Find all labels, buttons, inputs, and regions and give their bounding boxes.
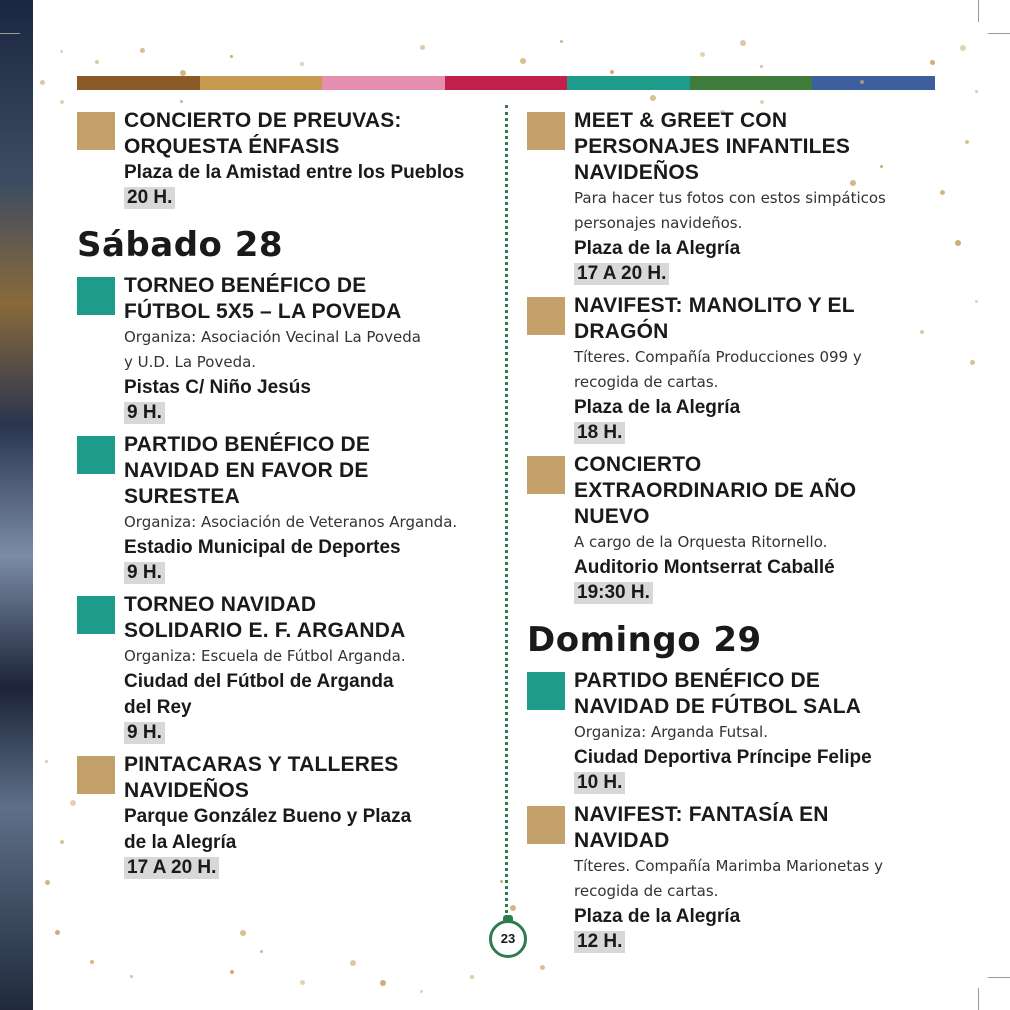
event-item <box>527 802 947 959</box>
confetti-dot <box>520 58 526 64</box>
event-time: 10 H. <box>574 772 625 794</box>
event-time: 9 H. <box>124 402 165 424</box>
event-time-row <box>124 856 489 885</box>
gold-square-marker <box>527 112 565 150</box>
event-venue-line: del Rey <box>124 697 192 718</box>
confetti-dot <box>965 140 969 144</box>
event-title-line: FÚTBOL 5X5 – LA POVEDA <box>124 300 402 323</box>
confetti-dot <box>60 100 64 104</box>
crop-mark-top-right <box>988 33 1010 34</box>
confetti-dot <box>40 80 45 85</box>
color-bar-segment <box>200 76 323 90</box>
event-item <box>527 452 947 610</box>
event-item <box>527 293 947 450</box>
event-title-line: PARTIDO BENÉFICO DE <box>124 433 371 456</box>
confetti-dot <box>60 840 64 844</box>
event-title-line: TORNEO BENÉFICO DE <box>124 274 367 297</box>
event-time: 12 H. <box>574 931 625 953</box>
confetti-dot <box>140 48 145 53</box>
confetti-dot <box>45 760 48 763</box>
event-venue: Estadio Municipal de Deportes <box>124 537 401 558</box>
event-item <box>77 752 489 885</box>
event-time: 9 H. <box>124 722 165 744</box>
confetti-dot <box>300 62 304 66</box>
event-title-line: SURESTEA <box>124 485 240 508</box>
confetti-dot <box>95 60 99 64</box>
teal-square-marker <box>527 672 565 710</box>
event-item <box>77 273 489 430</box>
event-time-row <box>574 930 947 959</box>
confetti-dot <box>55 930 60 935</box>
event-time-row <box>574 771 947 800</box>
event-item <box>77 592 489 750</box>
confetti-dot <box>540 965 545 970</box>
event-title-line: NUEVO <box>574 505 650 528</box>
confetti-dot <box>700 52 705 57</box>
confetti-dot <box>60 50 63 53</box>
gold-square-marker <box>527 456 565 494</box>
confetti-dot <box>960 45 966 51</box>
event-item <box>77 108 489 215</box>
confetti-dot <box>930 60 935 65</box>
confetti-dot <box>760 100 764 104</box>
confetti-dot <box>45 880 50 885</box>
event-description-line: Para hacer tus fotos con estos simpáticos <box>574 189 886 207</box>
confetti-dot <box>650 95 656 101</box>
event-time-row <box>124 401 489 430</box>
confetti-dot <box>955 240 961 246</box>
left-column <box>77 108 489 887</box>
day-heading: Domingo 29 <box>527 620 762 660</box>
confetti-dot <box>180 100 183 103</box>
confetti-dot <box>130 975 133 978</box>
event-title-line: NAVIDAD DE FÚTBOL SALA <box>574 695 862 718</box>
day-heading: Sábado 28 <box>77 225 284 265</box>
confetti-dot <box>260 950 263 953</box>
color-bar-segment <box>567 76 690 90</box>
event-item <box>527 668 947 800</box>
teal-square-marker <box>77 436 115 474</box>
event-title-line: NAVIFEST: MANOLITO Y EL <box>574 294 855 317</box>
event-time: 17 A 20 H. <box>124 857 219 879</box>
event-time-row <box>124 721 489 750</box>
event-title-line: NAVIFEST: FANTASÍA EN <box>574 803 829 826</box>
confetti-dot <box>610 70 614 74</box>
confetti-dot <box>420 990 423 993</box>
confetti-dot <box>860 80 864 84</box>
event-item <box>77 432 489 590</box>
event-title-line: PERSONAJES INFANTILES <box>574 135 851 158</box>
confetti-dot <box>180 70 186 76</box>
event-title-line: PINTACARAS Y TALLERES <box>124 753 399 776</box>
confetti-dot <box>230 970 234 974</box>
event-venue: Plaza de la Alegría <box>574 906 741 927</box>
event-venue: Plaza de la Amistad entre los Pueblos <box>124 162 465 183</box>
edge-photo-strip <box>0 0 33 1010</box>
color-bar <box>77 76 935 90</box>
event-title-line: SOLIDARIO E. F. ARGANDA <box>124 619 406 642</box>
event-title-line: DRAGÓN <box>574 320 669 343</box>
confetti-dot <box>230 55 233 58</box>
event-title-line: NAVIDEÑOS <box>574 161 700 184</box>
gold-square-marker <box>77 756 115 794</box>
event-time-row <box>124 561 489 590</box>
event-time: 20 H. <box>124 187 175 209</box>
color-bar-segment <box>445 76 568 90</box>
color-bar-segment <box>77 76 200 90</box>
confetti-dot <box>90 960 94 964</box>
event-title-line: TORNEO NAVIDAD <box>124 593 317 616</box>
event-description-line: Títeres. Compañía Marimba Marionetas y <box>574 857 883 875</box>
confetti-dot <box>470 975 474 979</box>
event-venue: Plaza de la Alegría <box>574 397 741 418</box>
event-description-line: Organiza: Asociación Vecinal La Poveda <box>124 328 421 346</box>
event-description-line: Organiza: Arganda Futsal. <box>574 723 768 741</box>
crop-mark-top-right-v <box>978 0 979 22</box>
event-venue-line: de la Alegría <box>124 832 237 853</box>
teal-square-marker <box>77 596 115 634</box>
gold-square-marker <box>527 806 565 844</box>
color-bar-segment <box>690 76 813 90</box>
event-title-line: NAVIDAD <box>574 829 670 852</box>
event-venue: Ciudad Deportiva Príncipe Felipe <box>574 747 872 768</box>
event-venue-line: Parque González Bueno y Plaza <box>124 806 412 827</box>
event-title-line: PARTIDO BENÉFICO DE <box>574 669 821 692</box>
event-title-line: ORQUESTA ÉNFASIS <box>124 135 340 158</box>
event-description-line: Organiza: Escuela de Fútbol Arganda. <box>124 647 406 665</box>
event-title-line: CONCIERTO DE PREUVAS: <box>124 109 402 132</box>
confetti-dot <box>760 65 763 68</box>
event-venue: Plaza de la Alegría <box>574 238 741 259</box>
confetti-dot <box>970 360 975 365</box>
gold-square-marker <box>527 297 565 335</box>
event-title-line: CONCIERTO <box>574 453 702 476</box>
event-venue: Pistas C/ Niño Jesús <box>124 377 311 398</box>
event-venue: Auditorio Montserrat Caballé <box>574 557 835 578</box>
event-time-row <box>124 186 489 215</box>
event-venue-line: Ciudad del Fútbol de Arganda <box>124 671 394 692</box>
event-time: 18 H. <box>574 422 625 444</box>
confetti-dot <box>350 960 356 966</box>
event-description-line: personajes navideños. <box>574 214 743 232</box>
color-bar-segment <box>812 76 935 90</box>
confetti-dot <box>380 980 386 986</box>
confetti-dot <box>420 45 425 50</box>
event-description-line: recogida de cartas. <box>574 373 719 391</box>
event-description-line: A cargo de la Orquesta Ritornello. <box>574 533 828 551</box>
event-description-line: Organiza: Asociación de Veteranos Arganda. <box>124 513 458 531</box>
crop-mark-bottom-right <box>988 977 1010 978</box>
event-time: 19:30 H. <box>574 582 653 604</box>
event-time: 17 A 20 H. <box>574 263 669 285</box>
event-description-line: Títeres. Compañía Producciones 099 y <box>574 348 862 366</box>
confetti-dot <box>740 40 746 46</box>
confetti-dot <box>300 980 305 985</box>
confetti-dot <box>500 880 503 883</box>
event-item <box>527 108 947 291</box>
confetti-dot <box>70 800 76 806</box>
confetti-dot <box>560 40 563 43</box>
confetti-dot <box>240 930 246 936</box>
event-time-row <box>574 581 947 610</box>
event-time-row <box>574 421 947 450</box>
column-divider <box>505 105 508 920</box>
color-bar-segment <box>322 76 445 90</box>
confetti-dot <box>975 90 978 93</box>
crop-mark-bottom-right-v <box>978 988 979 1010</box>
confetti-dot <box>510 905 516 911</box>
gold-square-marker <box>77 112 115 150</box>
event-title-line: MEET & GREET CON <box>574 109 788 132</box>
page-number: 23 <box>489 920 527 958</box>
event-time-row <box>574 262 947 291</box>
event-title-line: NAVIDAD EN FAVOR DE <box>124 459 369 482</box>
event-title-line: EXTRAORDINARIO DE AÑO <box>574 479 857 502</box>
right-column <box>527 108 947 961</box>
event-description-line: recogida de cartas. <box>574 882 719 900</box>
teal-square-marker <box>77 277 115 315</box>
confetti-dot <box>975 300 978 303</box>
event-time: 9 H. <box>124 562 165 584</box>
event-description-line: y U.D. La Poveda. <box>124 353 257 371</box>
event-title-line: NAVIDEÑOS <box>124 779 250 802</box>
crop-mark-top-left <box>0 33 20 34</box>
